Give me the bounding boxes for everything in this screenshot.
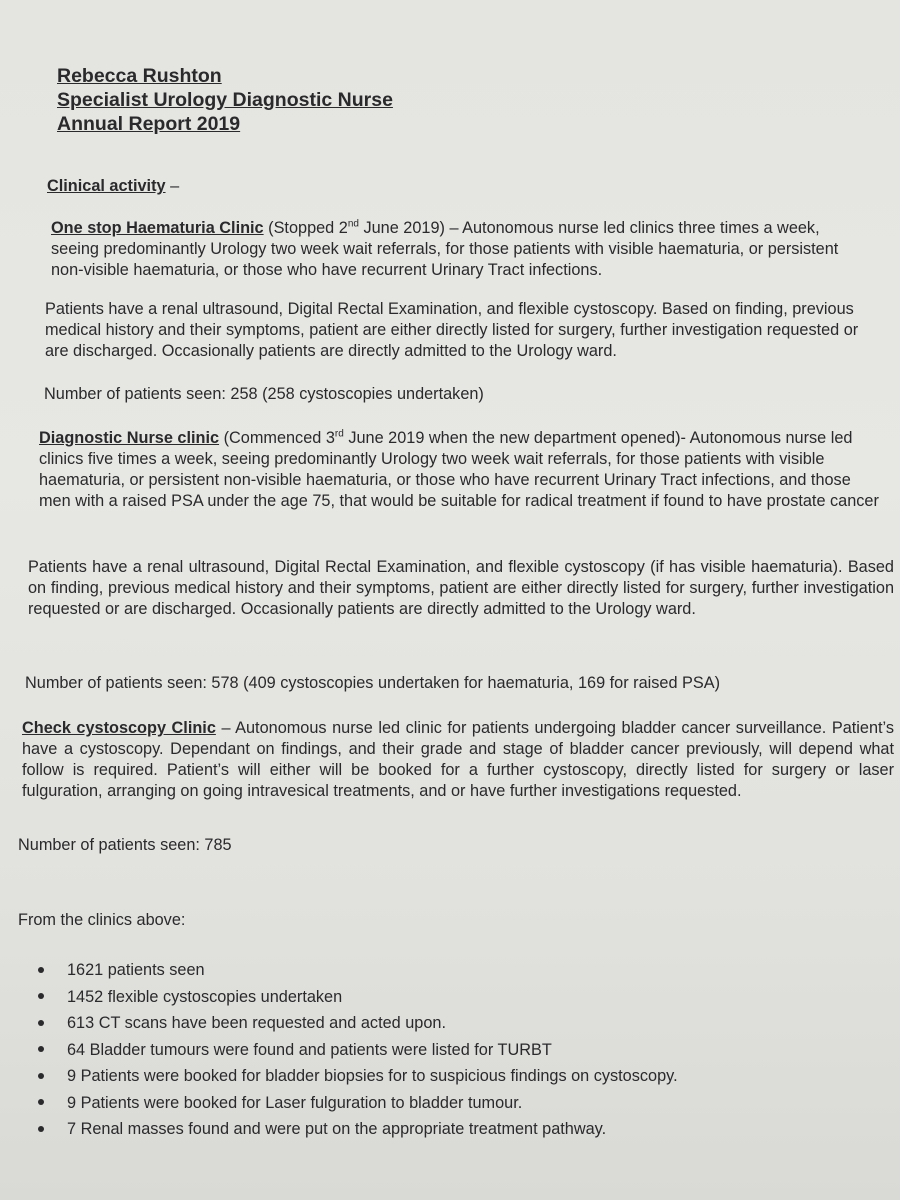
summary-list (38, 957, 858, 1143)
bullet-icon (38, 1099, 44, 1105)
list-item (38, 1037, 858, 1064)
diagnostic-clinic-paragraph (39, 428, 879, 512)
diagnostic-note-prefix: (Commenced 3 (219, 429, 335, 447)
list-item-text: 1452 flexible cystoscopies undertaken (67, 987, 343, 1006)
list-item (38, 1090, 858, 1117)
clinical-activity-label: Clinical activity (47, 177, 166, 195)
report-title: Annual Report 2019 (57, 113, 241, 135)
clinical-activity-dash: – (165, 177, 180, 195)
one-stop-note-suffix: June 2019) – Autonomous nurse led clinics three times a week, seeing predominantly Urology two week wait referrals, for those patients with visible haematuria, or persistent non-visible haematuria, or those who have recurrent Urinary Tract infections. (51, 219, 839, 279)
one-stop-note-prefix: (Stopped 2 (263, 219, 348, 237)
one-stop-detail: Patients have a renal ultrasound, Digital Rectal Examination, and flexible cystoscopy. Based on finding, previous medical history and their symptoms, patient are either directly listed for surgery, further investigation requested or are discharged. Occasionally patients are directly admitted to the Urology ward. (45, 300, 859, 360)
one-stop-count: Number of patients seen: 258 (258 cystoscopies undertaken) (44, 385, 484, 403)
list-item (38, 957, 858, 984)
clinical-activity-heading (47, 176, 179, 197)
bullet-icon (38, 1020, 44, 1026)
check-clinic-paragraph (22, 718, 894, 802)
diagnostic-count: Number of patients seen: 578 (409 cystoscopies undertaken for haematuria, 169 for raised PSA) (25, 674, 721, 692)
diagnostic-detail: Patients have a renal ultrasound, Digital Rectal Examination, and flexible cystoscopy (if has visible haematuria). Based on finding, previous medical history and their symptoms, patient are either directly listed for surgery, further investigation requested or are discharged. Occasionally patients are directly admitted to the Urology ward. (28, 558, 894, 618)
list-item (38, 1116, 858, 1143)
one-stop-clinic-paragraph (51, 218, 859, 281)
list-item-text: 613 CT scans have been requested and acted upon. (67, 1014, 446, 1032)
author-name: Rebecca Rushton (57, 65, 222, 87)
diagnostic-clinic-title: Diagnostic Nurse clinic (39, 429, 220, 447)
check-clinic-text: – Autonomous nurse led clinic for patients undergoing bladder cancer surveillance. Patient’s have a cystoscopy. Dependant on findings, and their grade and stage of bladder cancer previously, will depend what follow is required. Patient’s will either will be booked for a further cystoscopy, directly listed for surgery or laser fulguration, arranging on going intravesical treatments, and or have further investigations requested. (22, 719, 894, 800)
author-role: Specialist Urology Diagnostic Nurse (57, 89, 393, 111)
list-item (38, 1063, 858, 1090)
check-count: Number of patients seen: 785 (18, 836, 232, 854)
one-stop-note-sup: nd (347, 218, 359, 230)
summary-intro: From the clinics above: (18, 911, 186, 929)
list-item-text: 1621 patients seen (67, 961, 205, 979)
diagnostic-note-sup: rd (334, 428, 344, 440)
one-stop-clinic-title: One stop Haematuria Clinic (51, 219, 264, 237)
report-header (57, 64, 393, 136)
list-item (38, 984, 858, 1011)
bullet-icon (38, 967, 44, 973)
bullet-icon (38, 993, 44, 999)
bullet-icon (38, 1046, 44, 1052)
list-item-text: 9 Patients were booked for bladder biopsies for to suspicious findings on cystoscopy. (67, 1067, 678, 1085)
list-item (38, 1010, 858, 1037)
list-item-text: 7 Renal masses found and were put on the appropriate treatment pathway. (67, 1120, 607, 1138)
bullet-icon (38, 1126, 44, 1132)
bullet-icon (38, 1073, 44, 1079)
list-item-text: 9 Patients were booked for Laser fulguration to bladder tumour. (67, 1093, 523, 1112)
list-item-text: 64 Bladder tumours were found and patients were listed for TURBT (67, 1040, 552, 1059)
diagnostic-note-suffix: June 2019 when the new department opened)- Autonomous nurse led clinics five times a week, seeing predominantly Urology two week wait referrals, for those patients with visible haematuria, or persistent non-visible haematuria, or those who have recurrent Urinary Tract infections, and those men with a raised PSA under the age 75, that would be suitable for radical treatment if found to have prostate cancer (39, 429, 879, 510)
check-clinic-title: Check cystoscopy Clinic (22, 719, 216, 737)
